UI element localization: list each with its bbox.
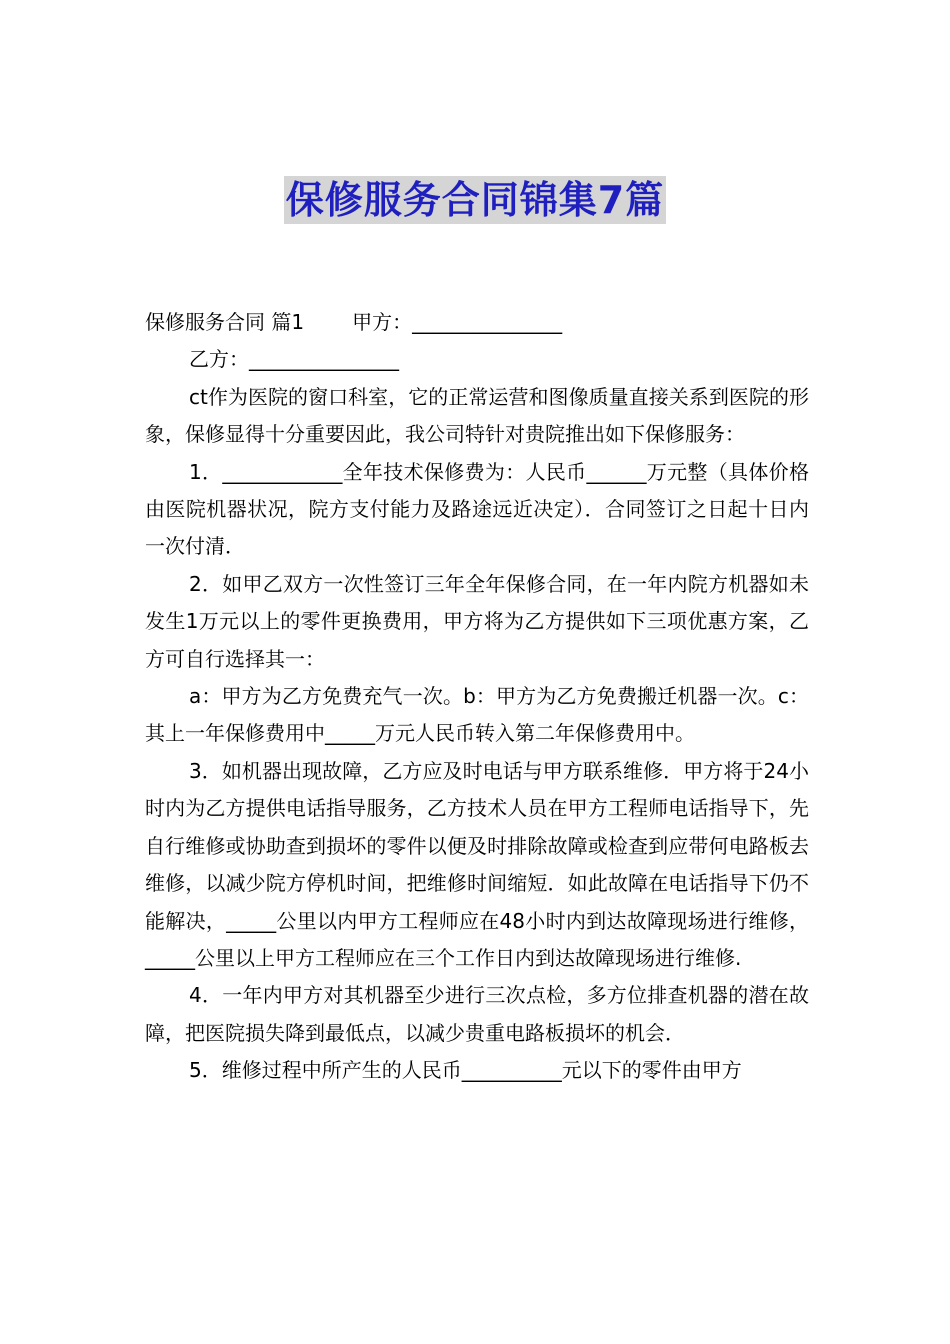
party-a-line (145, 304, 809, 341)
title-container (0, 176, 950, 224)
clause-4: 4．一年内甲方对其机器至少进行三次点检，多方位排查机器的潜在故障，把医院损失降到最低点，以减少贵重电路板损坏的机会． (145, 983, 809, 1045)
document-title: 保修服务合同锦集7篇 (285, 178, 665, 222)
clause-3: 3．如机器出现故障，乙方应及时电话与甲方联系维修．甲方将于24小时内为乙方提供电话指导服务，乙方技术人员在甲方工程师电话指导下，先自行维修或协助查到损坏的零件以便及时排除故障或检查到应带何电路板去维修，以减少院方停机时间，把维修时间缩短．如此故障在电话指导下仍不能解决，_____公里以内甲方工程师应在48小时内到达故障现场进行维修，_____公里以上甲方工程师应在三个工作日内到达故障现场进行维修. (145, 758, 809, 970)
contract-section-heading: 保修服务合同 篇1 (145, 310, 305, 334)
clause-2: 2．如甲乙双方一次性签订三年全年保修合同，在一年内院方机器如未发生1万元以上的零件更换费用，甲方将为乙方提供如下三项优惠方案，乙方可自行选择其一： (145, 571, 809, 671)
party-a-field: 甲方：_______________ (352, 310, 563, 334)
clause-1: 1．____________全年技术保修费为：人民币______万元整（具体价格由医院机器状况，院方支付能力及路途远近决定）．合同签订之日起十日内一次付清． (145, 459, 809, 559)
clause-2-options: a：甲方为乙方免费充气一次。b：甲方为乙方免费搬迁机器一次。c：其上一年保修费用中_____万元人民币转入第二年保修费用中。 (145, 684, 809, 746)
document-body (145, 304, 809, 1090)
party-b-line: 乙方：_______________ (189, 347, 399, 372)
clause-5: 5．维修过程中所产生的人民币__________元以下的零件由甲方 (189, 1058, 742, 1083)
paragraph-intro: ct作为医院的窗口科室，它的正常运营和图像质量直接关系到医院的形象，保修显得十分重要因此，我公司特针对贵院推出如下保修服务： (145, 384, 809, 447)
